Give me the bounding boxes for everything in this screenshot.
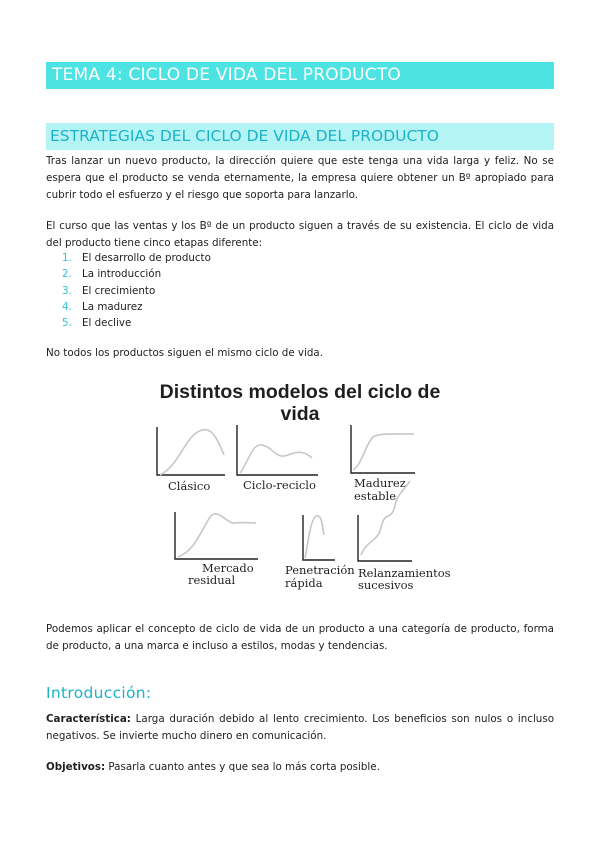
label-mercado-1: Mercado [202, 561, 254, 575]
list-item [46, 299, 211, 315]
model-madurez-estable [351, 425, 415, 503]
caracteristica-label: Característica: [46, 713, 131, 725]
list-label: El declive [82, 317, 132, 330]
figure-title-line-1: Distintos modelos del ciclo de [159, 381, 441, 403]
curve-clasico [160, 430, 224, 475]
list-number: 5. [62, 317, 72, 330]
caracteristica-text: Larga duración debido al lento crecimiento. Los beneficios son nulos o incluso negativos. Se invierte mucho dinero en comunicación. [46, 713, 554, 742]
label-relanzamientos-1: Relanzamientos [358, 566, 451, 580]
label-clasico: Clásico [168, 479, 211, 493]
model-penetracion-rapida [285, 515, 355, 590]
list-label: El crecimiento [82, 284, 156, 297]
paragraph-aplicar: Podemos aplicar el concepto de ciclo de vida de un producto a una categoría de producto, forma de producto, a una marca e incluso a estilos, modas y tendencias. [46, 623, 554, 652]
caracteristica-paragraph [46, 711, 554, 745]
list-item [46, 315, 211, 331]
figure-title-line-2: vida [280, 403, 320, 425]
paragraph-no-todos: No todos los productos siguen el mismo ciclo de vida. [46, 347, 324, 359]
label-penetracion-1: Penetración [285, 563, 355, 577]
axes [358, 515, 412, 561]
list-number: 4. [62, 300, 72, 313]
curve-penetracion-rapida [305, 516, 324, 558]
label-relanzamientos-2: sucesivos [358, 578, 414, 592]
curve-ciclo-reciclo [240, 445, 312, 473]
list-label: La madurez [82, 300, 143, 313]
axes [303, 515, 335, 560]
list-label: La introducción [82, 268, 162, 281]
paragraph-curso: El curso que las ventas y los Bº de un producto siguen a través de su existencia. El ciclo de vida del producto tiene cinco etapas diferente: [46, 220, 554, 249]
section-title: ESTRATEGIAS DEL CICLO DE VIDA DEL PRODUCTO [46, 123, 554, 150]
model-ciclo-reciclo [237, 425, 318, 492]
stages-list [46, 250, 211, 331]
axes [351, 425, 415, 473]
list-number: 3. [62, 284, 72, 297]
objetivos-label: Objetivos: [46, 761, 106, 773]
list-item [46, 266, 211, 282]
paragraph-intro: Tras lanzar un nuevo producto, la dirección quiere que este tenga una vida larga y feliz. No se espera que el producto se venda eternamente, la empresa quiere obtener un Bº apropiado para cubrir todo el esfuerzo y el riesgo que soporta para lanzarlo. [46, 155, 554, 201]
page-title: TEMA 4: CICLO DE VIDA DEL PRODUCTO [46, 62, 554, 89]
lifecycle-models-figure [140, 375, 460, 600]
label-madurez-2: estable [354, 489, 397, 503]
axes [157, 427, 225, 475]
list-item [46, 250, 211, 266]
curve-mercado-residual [178, 514, 256, 557]
label-mercado-2: residual [188, 573, 236, 587]
introduccion-heading: Introducción: [46, 684, 152, 702]
list-number: 2. [62, 268, 72, 281]
label-madurez-1: Madurez [354, 476, 406, 490]
list-number: 1. [62, 252, 72, 264]
axes [237, 425, 318, 475]
curve-madurez-estable [353, 434, 414, 470]
model-mercado-residual [175, 512, 258, 587]
list-label: El desarrollo de producto [82, 252, 211, 264]
objetivos-text: Pasarla cuanto antes y que sea lo más corta posible. [105, 761, 380, 773]
label-ciclo-reciclo: Ciclo-reciclo [243, 478, 316, 492]
objetivos-paragraph [46, 759, 554, 776]
list-item [46, 283, 211, 299]
label-penetracion-2: rápida [285, 576, 323, 590]
model-clasico [157, 427, 225, 493]
